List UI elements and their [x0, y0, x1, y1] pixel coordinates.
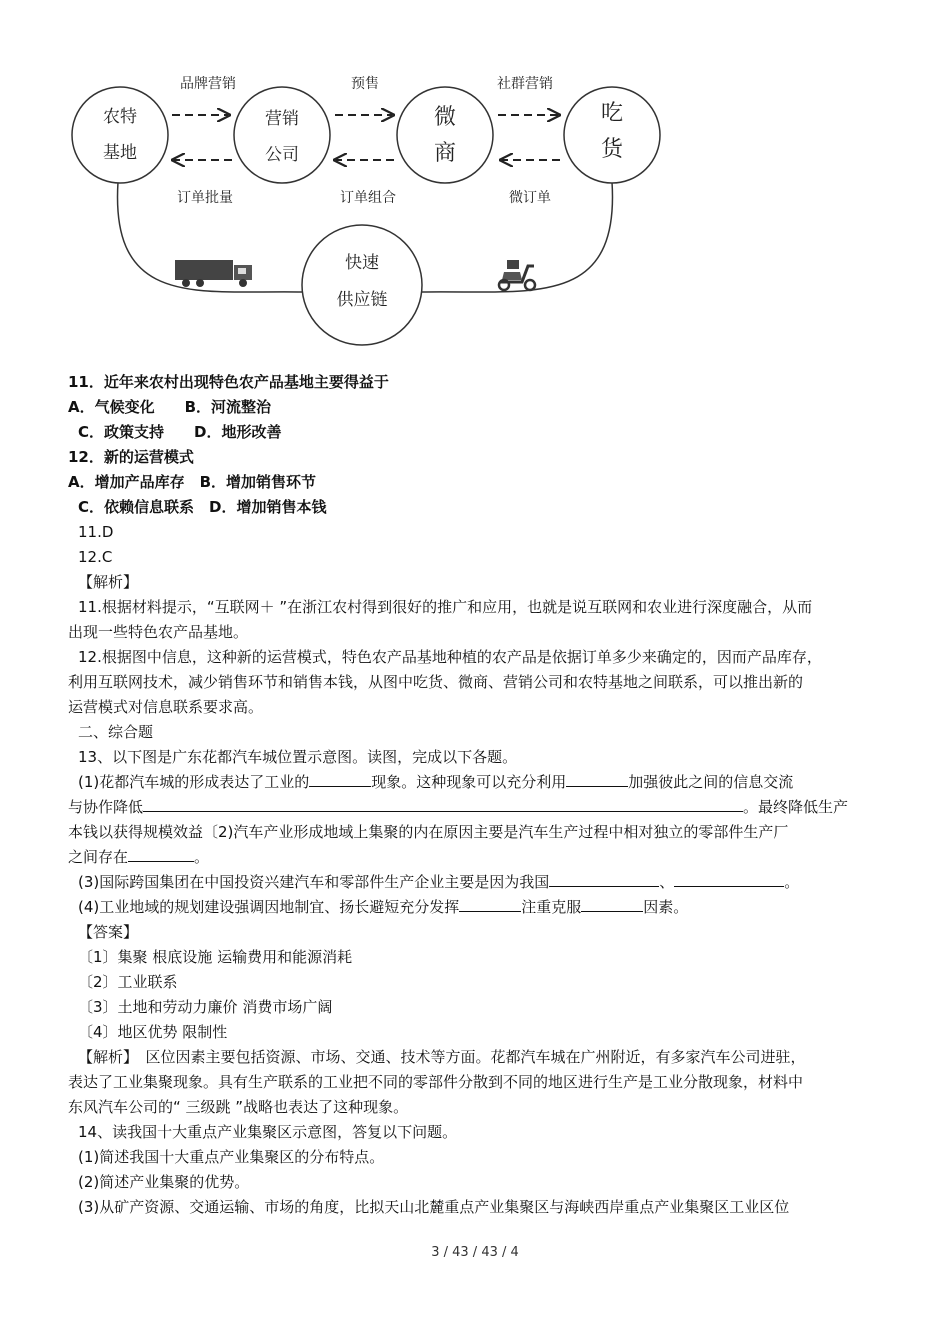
flow-diagram-svg — [60, 60, 680, 360]
q13-p1b-text: 现象。这种现象可以充分利用 — [371, 773, 567, 791]
node-company-label-2: 公司 — [265, 145, 299, 165]
label-brand-marketing: 品牌营销 — [180, 76, 236, 92]
answer-blank[interactable] — [674, 872, 784, 887]
label-micro-order: 微订单 — [509, 190, 551, 206]
answer-blank[interactable] — [128, 847, 194, 862]
question-14-part-2: (2)简述产业集聚的优势。 — [78, 1173, 250, 1191]
node-foodie-label-2: 货 — [600, 137, 624, 162]
label-order-batch: 订单批量 — [177, 190, 233, 206]
q13-p5a-text: (3)国际跨国集团在中国投资兴建汽车和零部件生产企业主要是因为我国 — [78, 873, 550, 891]
document-body — [68, 370, 888, 1220]
flow-diagram — [60, 60, 680, 360]
answer-blank[interactable] — [459, 897, 521, 912]
node-base — [72, 87, 168, 183]
analysis-13-line-2: 表达了工业集聚现象。具有生产联系的工业把不同的零部件分散到不同的地区进行生产是工业分散现象，材料中 — [68, 1073, 804, 1091]
question-13-part-1 — [68, 770, 888, 795]
analysis-12-line-2: 利用互联网技术，减少销售环节和销售本钱，从图中吃货、微商、营销公司和农特基地之间联系，可以推出新的 — [68, 673, 804, 691]
question-13-part-2: 本钱以获得规模效益〔2)汽车产业形成地域上集聚的内在原因主要是汽车生产过程中相对独立的零部件生产厂 — [68, 823, 789, 841]
question-14-intro: 14、读我国十大重点产业集聚区示意图，答复以下问题。 — [78, 1123, 458, 1141]
node-supply — [302, 225, 422, 345]
analysis-11-line-2: 出现一些特色农产品基地。 — [68, 623, 249, 641]
analysis-heading: 【解析】 — [78, 573, 139, 591]
analysis-12-line-3: 运营模式对信息联系要求高。 — [68, 698, 264, 716]
q13-p5c-text: 。 — [784, 873, 800, 891]
q13-p1a-text: (1)花都汽车城的形成表达了工业的 — [78, 773, 310, 791]
node-base-label-1: 农特 — [103, 107, 137, 127]
q13-p2a-text: 与协作降低 — [68, 798, 144, 816]
node-foodie-label-1: 吃 — [600, 101, 624, 126]
answer-heading: 【答案】 — [78, 923, 139, 941]
question-13-part-1-cont — [68, 795, 888, 820]
answer-13-1: 〔1〕集聚 根底设施 运输费用和能源消耗 — [78, 948, 353, 966]
answer-blank[interactable] — [549, 872, 659, 887]
analysis-13-line-3: 东风汽车公司的“ 三级跳 ”战略也表达了这种现象。 — [68, 1098, 409, 1116]
question-12-options-ab: A．增加产品库存 B．增加销售环节 — [68, 473, 317, 491]
q13-p2b-text: 。最终降低生产 — [743, 798, 849, 816]
q13-p4b-text: 。 — [194, 848, 210, 866]
q13-p1c-text: 加强彼此之间的信息交流 — [628, 773, 794, 791]
answer-13-2: 〔2〕工业联系 — [78, 973, 178, 991]
analysis-12-line-1: 12.根据图中信息，这种新的运营模式，特色农产品基地种植的农产品是依据订单多少来确定的，因而产品库存， — [78, 648, 822, 666]
scooter-icon — [499, 260, 535, 290]
question-14-part-3: (3)从矿产资源、交通运输、市场的角度，比拟天山北麓重点产业集聚区与海峡西岸重点产业集聚区工业区位 — [78, 1198, 790, 1216]
answer-13-3: 〔3〕土地和劳动力廉价 消费市场广阔 — [78, 998, 333, 1016]
q13-p6b-text: 注重克服 — [521, 898, 582, 916]
q13-p5b-text: 、 — [659, 873, 675, 891]
answer-blank[interactable] — [309, 772, 371, 787]
node-company — [234, 87, 330, 183]
question-13-part-3 — [68, 870, 888, 895]
node-merchant-label-2: 商 — [433, 141, 457, 166]
question-12-options-cd: C．依赖信息联系 D．增加销售本钱 — [78, 498, 327, 516]
question-14-part-1: (1)简述我国十大重点产业集聚区的分布特点。 — [78, 1148, 385, 1166]
q13-p6c-text: 因素。 — [643, 898, 689, 916]
answer-blank[interactable] — [143, 797, 743, 812]
label-order-combo: 订单组合 — [340, 190, 396, 206]
label-presale: 预售 — [351, 76, 379, 92]
question-11: 11．近年来农村出现特色农产品基地主要得益于 — [68, 373, 389, 391]
q13-p4a-text: 之间存在 — [68, 848, 129, 866]
section-heading: 二、综合题 — [78, 723, 154, 741]
node-merchant-label-1: 微 — [433, 105, 457, 130]
node-company-label-1: 营销 — [265, 109, 299, 129]
node-merchant — [397, 87, 493, 183]
question-11-options-cd: C．政策支持 D．地形改善 — [78, 423, 282, 441]
question-11-options-ab: A．气候变化 B．河流整治 — [68, 398, 272, 416]
question-12: 12．新的运营模式 — [68, 448, 194, 466]
question-13-part-4 — [68, 895, 888, 920]
answer-11: 11.D — [78, 523, 114, 541]
analysis-11-line-1: 11.根据材料提示，“互联网＋ ”在浙江农村得到很好的推广和应用，也就是说互联网和农业进行深度融合，从而 — [78, 598, 813, 616]
truck-icon — [175, 260, 252, 287]
q13-p6a-text: (4)工业地域的规划建设强调因地制宜、扬长避短充分发挥 — [78, 898, 460, 916]
page-number: 3 / 43 / 43 / 4 — [431, 1245, 519, 1260]
label-community-marketing: 社群营销 — [497, 76, 553, 92]
question-13-intro: 13、以下图是广东花都汽车城位置示意图。读图，完成以下各题。 — [78, 748, 518, 766]
analysis-13-line-1: 【解析】 区位因素主要包括资源、市场、交通、技术等方面。花都汽车城在广州附近，有多家汽车公司进驻， — [78, 1048, 806, 1066]
question-13-part-2-cont — [68, 845, 888, 870]
answer-12: 12.C — [78, 548, 113, 566]
answer-13-4: 〔4〕地区优势 限制性 — [78, 1023, 228, 1041]
node-supply-label-2: 供应链 — [336, 290, 388, 310]
answer-blank[interactable] — [566, 772, 628, 787]
answer-blank[interactable] — [581, 897, 643, 912]
node-base-label-2: 基地 — [103, 143, 137, 163]
node-supply-label-1: 快速 — [345, 253, 379, 273]
